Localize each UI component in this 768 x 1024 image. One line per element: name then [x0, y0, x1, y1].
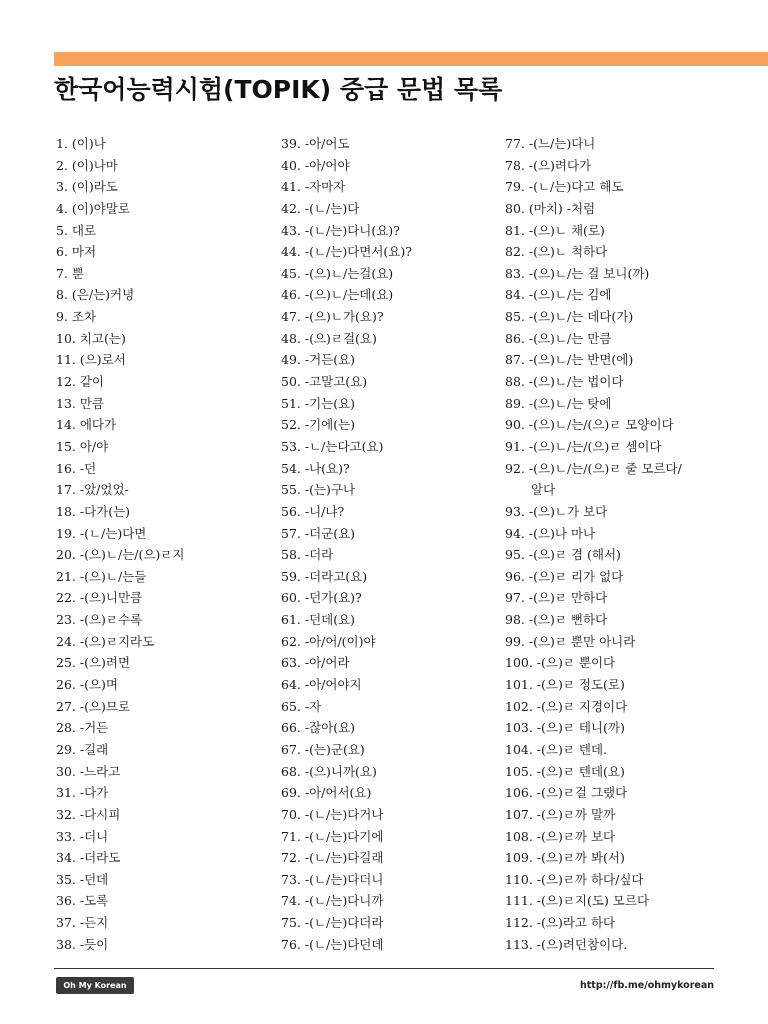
grammar-list-item: 97. -(으)ㄹ 만하다: [505, 590, 608, 606]
grammar-list-item: 25. -(으)려면: [56, 655, 131, 671]
grammar-list-item: 55. -(는)구나: [281, 482, 356, 498]
grammar-list-item: 48. -(으)ㄹ걸(요): [281, 330, 377, 346]
grammar-list-item: 93. -(으)ㄴ가 보다: [505, 503, 608, 519]
grammar-list-item: 62. -아/어/(이)야: [281, 633, 376, 649]
grammar-list-item: 80. (마치) -처럼: [505, 200, 596, 216]
grammar-list-item: 43. -(ㄴ/는)다니(요)?: [281, 222, 400, 238]
grammar-list-item: 33. -더니: [56, 828, 109, 844]
grammar-list-item: 35. -던데: [56, 871, 109, 887]
grammar-list-item: 65. -자: [281, 698, 322, 714]
grammar-list-item: 17. -았/었었-: [56, 482, 129, 498]
grammar-list-item: 96. -(으)ㄹ 리가 없다: [505, 568, 624, 584]
grammar-list-item: 52. -기에(는): [281, 417, 356, 433]
grammar-list-item: 27. -(으)므로: [56, 698, 131, 714]
grammar-list-item: 66. -잖아(요): [281, 720, 356, 736]
grammar-list-item: 85. -(으)ㄴ/는 데다(가): [505, 309, 634, 325]
grammar-list-item: 87. -(으)ㄴ/는 반면(에): [505, 352, 634, 368]
grammar-list-item: 71. -(ㄴ/는)다기에: [281, 828, 384, 844]
grammar-list-item: 69. -아/어서(요): [281, 785, 372, 801]
grammar-list-item: 86. -(으)ㄴ/는 만큼: [505, 330, 612, 346]
grammar-list-item: 54. -나(요)?: [281, 460, 350, 476]
grammar-list-item: 2. (이)나마: [56, 157, 118, 173]
grammar-list-item: 47. -(으)ㄴ가(요)?: [281, 309, 384, 325]
grammar-list-item: 22. -(으)니만큼: [56, 590, 143, 606]
grammar-list-column-3: [505, 133, 760, 955]
grammar-list-item: 46. -(으)ㄴ/는데(요): [281, 287, 394, 303]
grammar-list-item: 34. -더라도: [56, 850, 121, 866]
grammar-list-item: 107. -(으)ㄹ까 말까: [505, 806, 616, 822]
grammar-list-item: 60. -던가(요)?: [281, 590, 362, 606]
grammar-list-item: 70. -(ㄴ/는)다거나: [281, 806, 384, 822]
grammar-list-item: 100. -(으)ㄹ 뿐이다: [505, 655, 616, 671]
grammar-list-item: 40. -아/어야: [281, 157, 350, 173]
grammar-list-item: 36. -도록: [56, 893, 109, 909]
grammar-list-item: 81. -(으)ㄴ 채(로): [505, 222, 605, 238]
grammar-list-item: 9. 조차: [56, 309, 97, 325]
grammar-list-item: 50. -고말고(요): [281, 374, 368, 390]
grammar-list-item: 79. -(ㄴ/는)다고 해도: [505, 179, 624, 195]
grammar-list-item: 111. -(으)ㄹ지(도) 모르다: [505, 893, 650, 909]
grammar-list-item: 32. -다시피: [56, 806, 121, 822]
grammar-list-item: 82. -(으)ㄴ 척하다: [505, 244, 608, 260]
grammar-list-item: 88. -(으)ㄴ/는 법이다: [505, 374, 624, 390]
grammar-list-item: 16. -던: [56, 460, 97, 476]
grammar-list-item: 113. -(으)려던참이다.: [505, 936, 628, 952]
grammar-list-column-1: [56, 133, 271, 955]
grammar-list-item: 38. -듯이: [56, 936, 109, 952]
grammar-list-item: 105. -(으)ㄹ 텐데(요): [505, 763, 625, 779]
grammar-list-item: 89. -(으)ㄴ/는 탓에: [505, 395, 612, 411]
footer-divider: [54, 968, 714, 969]
grammar-list-item: 58. -더라: [281, 547, 334, 563]
grammar-list-item: 8. (은/는)커녕: [56, 287, 135, 303]
grammar-list-item: 19. -(ㄴ/는)다면: [56, 525, 147, 541]
grammar-list-item: 41. -자마자: [281, 179, 346, 195]
grammar-list-item: 72. -(ㄴ/는)다길래: [281, 850, 384, 866]
grammar-list-item: 101. -(으)ㄹ 정도(로): [505, 677, 625, 693]
grammar-list-item: 45. -(으)ㄴ/는걸(요): [281, 265, 394, 281]
grammar-list-item: 90. -(으)ㄴ/는/(으)ㄹ 모양이다: [505, 417, 674, 433]
grammar-list-item: 14. 에다가: [56, 417, 117, 433]
grammar-list-item: 95. -(으)ㄹ 겸 (해서): [505, 547, 621, 563]
grammar-list-item: 57. -더군(요): [281, 525, 356, 541]
grammar-list-item: 15. 아/야: [56, 438, 109, 454]
grammar-list-item: 6. 마저: [56, 244, 97, 260]
grammar-list-item: 103. -(으)ㄹ 테니(까): [505, 720, 625, 736]
grammar-list-item: 53. -ㄴ/는다고(요): [281, 438, 384, 454]
grammar-list-item: 78. -(으)려다가: [505, 157, 592, 173]
grammar-list-item: 26. -(으)며: [56, 677, 118, 693]
grammar-list-item: 31. -다가: [56, 785, 109, 801]
grammar-list-item: 109. -(으)ㄹ까 봐(서): [505, 850, 625, 866]
grammar-list-item: 3. (이)라도: [56, 179, 118, 195]
grammar-list-item: 64. -아/어야지: [281, 677, 362, 693]
grammar-list-item: 91. -(으)ㄴ/는/(으)ㄹ 셈이다: [505, 438, 662, 454]
grammar-list-item: 42. -(ㄴ/는)다: [281, 200, 360, 216]
grammar-list-item: 30. -느라고: [56, 763, 121, 779]
grammar-list-item: 74. -(ㄴ/는)다니까: [281, 893, 384, 909]
grammar-list-item: 112. -(으)라고 하다: [505, 915, 616, 931]
grammar-list-item: 49. -거든(요): [281, 352, 356, 368]
grammar-list-item: 99. -(으)ㄹ 뿐만 아니라: [505, 633, 636, 649]
grammar-list-item: 28. -거든: [56, 720, 109, 736]
grammar-list-item: 37. -든지: [56, 915, 109, 931]
grammar-list-item: 68. -(으)니까(요): [281, 763, 377, 779]
grammar-list-item: 21. -(으)ㄴ/는들: [56, 568, 147, 584]
grammar-list-item: 29. -길래: [56, 741, 109, 757]
grammar-list-item: 51. -기는(요): [281, 395, 356, 411]
grammar-list-item: 59. -더라고(요): [281, 568, 368, 584]
grammar-list-item: 20. -(으)ㄴ/는/(으)ㄹ지: [56, 547, 185, 563]
grammar-list-item: 83. -(으)ㄴ/는 걸 보니(까): [505, 265, 650, 281]
grammar-list-item: 13. 만큼: [56, 395, 105, 411]
grammar-list-item: 12. 같이: [56, 374, 105, 390]
page-title: 한국어능력시험(TOPIK) 중급 문법 목록: [54, 75, 503, 104]
header-accent-bar: [54, 52, 768, 66]
grammar-list-item: 61. -던데(요): [281, 612, 356, 628]
grammar-list-item: 73. -(ㄴ/는)다더니: [281, 871, 384, 887]
grammar-list-item: 23. -(으)ㄹ수록: [56, 612, 143, 628]
grammar-list-item: 84. -(으)ㄴ/는 김에: [505, 287, 612, 303]
grammar-list-item: 18. -다가(는): [56, 503, 131, 519]
grammar-list-item: 75. -(ㄴ/는)다더라: [281, 915, 384, 931]
grammar-list-item: 알다: [531, 482, 556, 498]
grammar-list-item: 7. 뿐: [56, 265, 84, 281]
grammar-list-item: 94. -(으)나 마나: [505, 525, 596, 541]
grammar-list-item: 4. (이)야말로: [56, 200, 130, 216]
grammar-list-item: 24. -(으)ㄹ지라도: [56, 633, 155, 649]
grammar-list-item: 102. -(으)ㄹ 지경이다: [505, 698, 628, 714]
brand-logo: Oh My Korean: [56, 977, 134, 994]
grammar-list-item: 1. (이)나: [56, 136, 106, 151]
grammar-list-item: 92. -(으)ㄴ/는/(으)ㄹ 줄 모르다/: [505, 460, 682, 476]
grammar-list-item: 11. (으)로서: [56, 352, 126, 368]
footer-link[interactable]: http://fb.me/ohmykorean: [579, 980, 714, 991]
grammar-list-item: 63. -아/어라: [281, 655, 350, 671]
grammar-list-item: 44. -(ㄴ/는)다면서(요)?: [281, 244, 412, 260]
grammar-list-item: 10. 치고(는): [56, 330, 126, 346]
grammar-list-item: 77. -(느/는)다니: [505, 136, 596, 151]
grammar-list-column-2: [281, 133, 496, 955]
grammar-list-item: 39. -아/어도: [281, 136, 350, 151]
grammar-list-item: 76. -(ㄴ/는)다던데: [281, 936, 384, 952]
grammar-list-item: 56. -니/냐?: [281, 503, 345, 519]
grammar-list-item: 108. -(으)ㄹ까 보다: [505, 828, 616, 844]
grammar-list-item: 5. 대로: [56, 222, 97, 238]
grammar-list-item: 106. -(으)ㄹ걸 그랬다: [505, 785, 628, 801]
grammar-list-item: 104. -(으)ㄹ 텐데.: [505, 741, 608, 757]
grammar-list-item: 110. -(으)ㄹ까 하다/싶다: [505, 871, 644, 887]
grammar-list-item: 67. -(는)군(요): [281, 741, 365, 757]
grammar-list-item: 98. -(으)ㄹ 뻔하다: [505, 612, 608, 628]
